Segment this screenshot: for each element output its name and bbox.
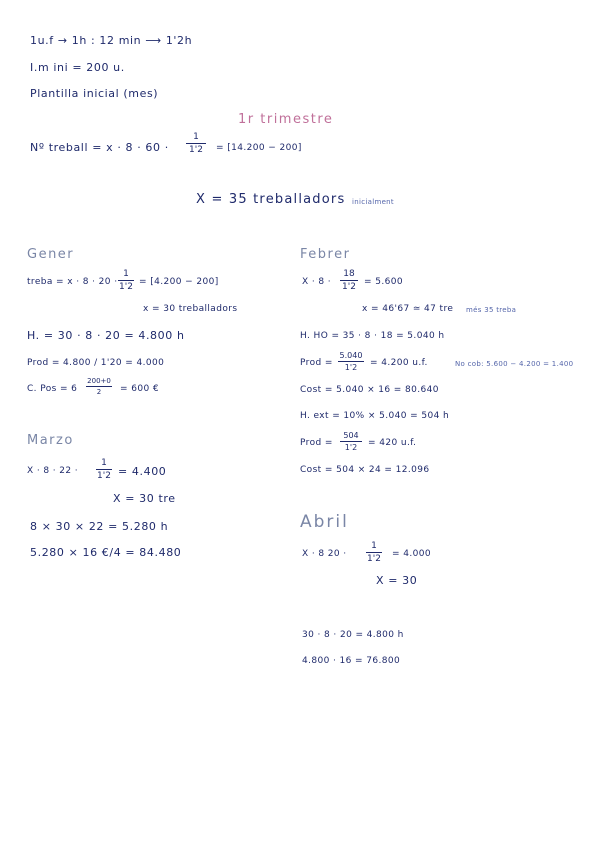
febrer-prod2-den: 1'2 (344, 443, 358, 452)
header-line-2: I.m ini = 200 u. (30, 61, 125, 74)
trimestre-formula-right: = [14.200 − 200] (216, 143, 302, 153)
febrer-prod-den: 1'2 (344, 363, 358, 372)
gener-hours: H. = 30 · 8 · 20 = 4.800 h (27, 329, 185, 342)
trimestre-frac-den: 1'2 (189, 145, 203, 155)
abril-title: Abril (300, 512, 349, 532)
marzo-cost: 5.280 × 16 €/4 = 84.480 (30, 546, 182, 559)
febrer-prod2-fraction (340, 431, 362, 452)
abril-hours: 30 · 8 · 20 = 4.800 h (302, 630, 404, 640)
febrer-prod2-left: Prod = (300, 438, 333, 448)
fraction-bar (186, 143, 206, 144)
abril-cost: 4.800 · 16 = 76.800 (302, 656, 401, 666)
gener-cpos-left: C. Pos = 6 (27, 384, 78, 394)
febrer-title: Febrer (300, 247, 351, 262)
febrer-prod-fraction (338, 351, 364, 372)
febrer-eq1-right: = 5.600 (364, 277, 403, 287)
fraction-bar (96, 469, 112, 470)
gener-cpos-fraction (86, 377, 112, 396)
gener-prod: Prod = 4.800 / 1'20 = 4.000 (27, 358, 165, 368)
gener-cpos-den: 2 (96, 388, 102, 396)
fraction-bar (338, 361, 364, 362)
febrer-eq1-frac-num: 18 (343, 269, 355, 279)
fraction-bar (366, 552, 382, 553)
abril-eq1-result: X = 30 (376, 574, 418, 587)
febrer-eq1-result: x = 46'67 ≃ 47 tre (362, 304, 454, 314)
febrer-prod-num: 5.040 (339, 351, 363, 360)
febrer-hours: H. HO = 35 · 8 · 18 = 5.040 h (300, 331, 445, 341)
trimestre-title: 1r trimestre (238, 112, 334, 127)
gener-eq1-frac-num: 1 (123, 269, 129, 279)
gener-eq1-fraction (118, 269, 134, 292)
febrer-cost2: Cost = 504 × 24 = 12.096 (300, 465, 430, 475)
febrer-prod-left: Prod = (300, 358, 333, 368)
fraction-bar (86, 386, 112, 387)
gener-eq1-frac-den: 1'2 (119, 282, 133, 292)
febrer-prod2-right: = 420 u.f. (368, 438, 417, 448)
marzo-eq1-left: X · 8 · 22 · (27, 466, 79, 476)
abril-eq1-fraction (366, 541, 382, 564)
marzo-eq1-right: = 4.400 (118, 465, 167, 478)
febrer-eq1-note: més 35 treba (466, 306, 517, 314)
trimestre-result-note: inicialment (352, 198, 394, 206)
gener-eq1-right: = [4.200 − 200] (139, 277, 219, 287)
febrer-prod-note: No cob: 5.600 − 4.200 = 1.400 (455, 360, 574, 368)
abril-eq1-frac-num: 1 (371, 541, 377, 551)
marzo-eq1-frac-den: 1'2 (97, 471, 111, 481)
febrer-prod2-num: 504 (343, 431, 359, 440)
abril-eq1-right: = 4.000 (392, 549, 431, 559)
marzo-eq1-frac-num: 1 (101, 458, 107, 468)
trimestre-result: X = 35 treballadors (196, 192, 346, 207)
gener-eq1-left: treba = x · 8 · 20 · (27, 277, 118, 287)
abril-eq1-left: X · 8 20 · (302, 549, 347, 559)
gener-eq1-result: x = 30 treballadors (143, 304, 238, 314)
gener-title: Gener (27, 247, 75, 262)
fraction-bar (340, 441, 362, 442)
trimestre-fraction (186, 132, 206, 155)
trimestre-frac-num: 1 (193, 132, 199, 142)
febrer-cost: Cost = 5.040 × 16 = 80.640 (300, 385, 439, 395)
fraction-bar (340, 280, 358, 281)
trimestre-formula-left: Nº treball = x · 8 · 60 · (30, 141, 169, 154)
gener-cpos-num: 200+0 (87, 377, 111, 385)
febrer-hextra: H. ext = 10% × 5.040 = 504 h (300, 411, 450, 421)
header-line-1: 1u.f → 1h : 12 min ⟶ 1'2h (30, 34, 193, 47)
marzo-eq1-result: X = 30 tre (113, 492, 176, 505)
marzo-eq1-fraction (96, 458, 112, 481)
abril-eq1-frac-den: 1'2 (367, 554, 381, 564)
febrer-eq1-left: X · 8 · (302, 277, 331, 287)
marzo-title: Marzo (27, 433, 74, 448)
header-line-3: Plantilla inicial (mes) (30, 87, 159, 100)
fraction-bar (118, 280, 134, 281)
marzo-hours: 8 × 30 × 22 = 5.280 h (30, 520, 169, 533)
febrer-prod-right: = 4.200 u.f. (370, 358, 428, 368)
febrer-eq1-frac-den: 1'2 (342, 282, 356, 292)
gener-cpos-right: = 600 € (120, 384, 159, 394)
febrer-eq1-fraction (340, 269, 358, 292)
